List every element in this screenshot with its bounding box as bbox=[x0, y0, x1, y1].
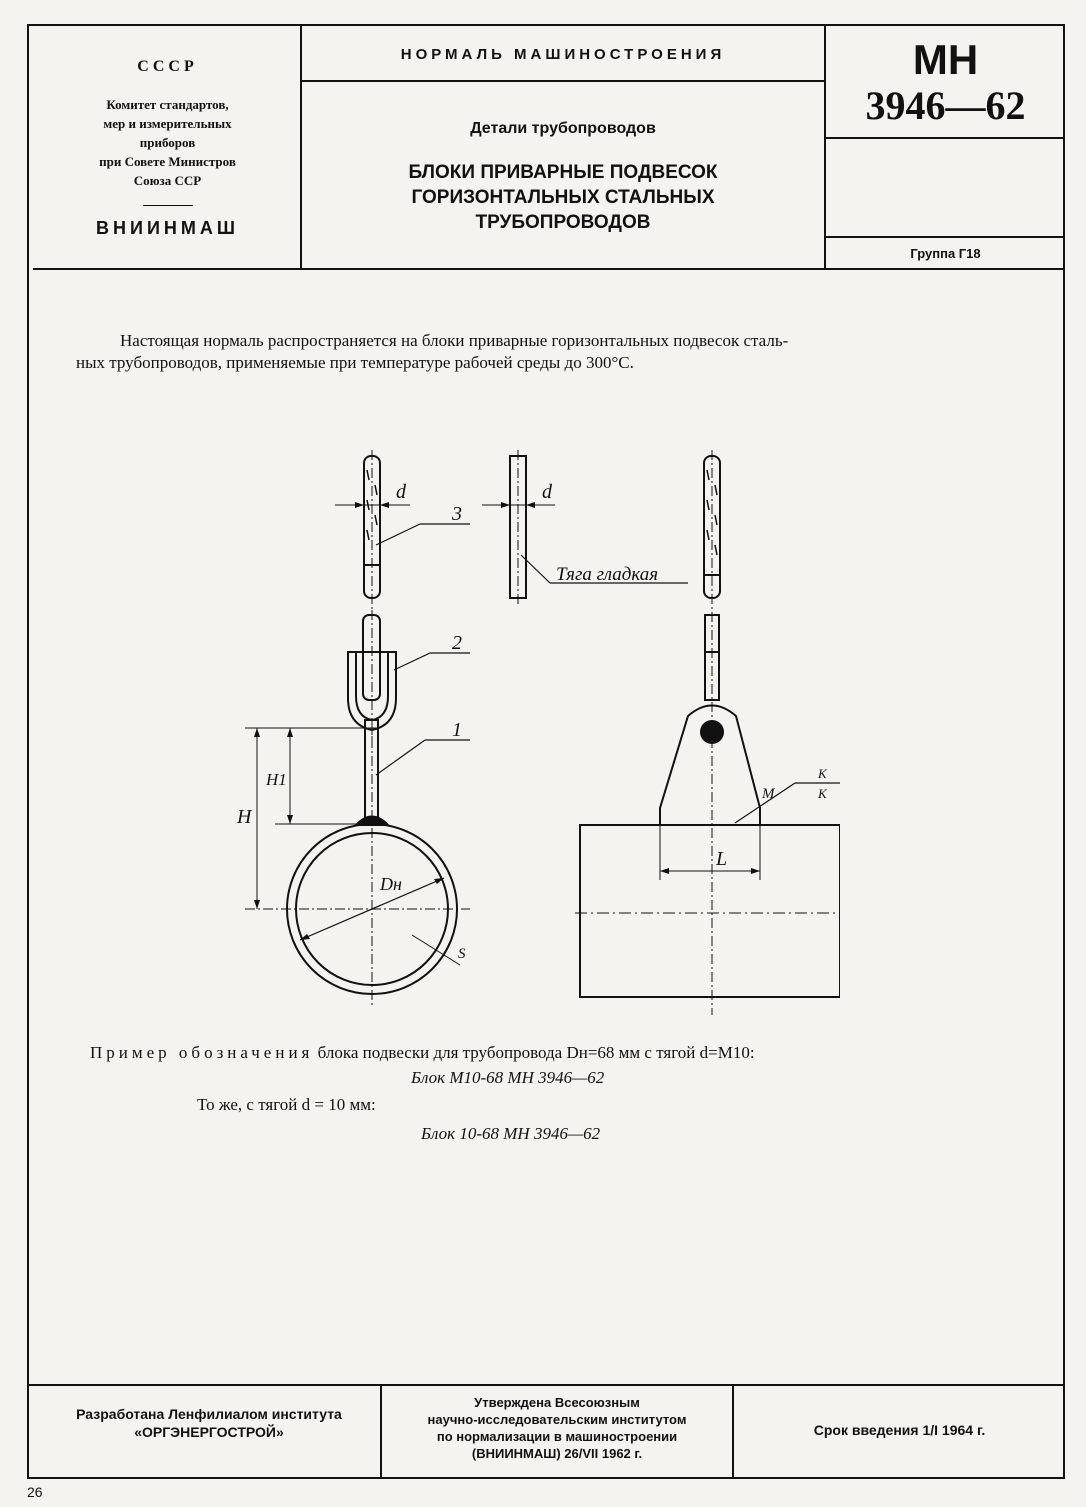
example-line4: Блок 10-68 МН 3946—62 bbox=[421, 1124, 601, 1143]
page-number: 26 bbox=[27, 1484, 43, 1500]
example-line2: Блок М10-68 МН 3946—62 bbox=[411, 1068, 605, 1087]
example-prefix: Пример обозначения bbox=[90, 1043, 314, 1062]
code-number: 3946—62 bbox=[865, 83, 1026, 128]
label-H: H bbox=[237, 806, 252, 828]
label-rod: Тяга гладкая bbox=[556, 564, 659, 585]
footer-top-line bbox=[27, 1384, 1065, 1386]
label-K-top: K bbox=[818, 766, 827, 781]
label-d-left: d bbox=[396, 481, 406, 503]
committee-line: Союза ССР bbox=[133, 173, 202, 188]
series-label: НОРМАЛЬ МАШИНОСТРОЕНИЯ bbox=[400, 46, 726, 63]
example-rest: блока подвески для трубопровода Dн=68 мм с тягой d=М10: bbox=[317, 1043, 755, 1062]
approved-line: по нормализации в машиностроении bbox=[436, 1429, 678, 1444]
approved-line: научно-исследовательским институтом bbox=[427, 1412, 687, 1427]
document-title bbox=[302, 160, 824, 235]
committee-line: Комитет стандартов, bbox=[106, 97, 229, 112]
title-line: БЛОКИ ПРИВАРНЫЕ ПОДВЕСОК bbox=[408, 162, 718, 183]
group-overline bbox=[826, 236, 1065, 238]
label-H1: H1 bbox=[266, 770, 287, 789]
committee-divider bbox=[143, 205, 193, 206]
label-M: M bbox=[762, 786, 775, 802]
example-line1 bbox=[90, 1043, 1050, 1063]
title-line: ГОРИЗОНТАЛЬНЫХ СТАЛЬНЫХ bbox=[411, 187, 715, 208]
approved-block bbox=[382, 1394, 732, 1462]
header-bottom-line bbox=[33, 268, 1065, 270]
developed-block bbox=[40, 1405, 378, 1441]
label-d-mid: d bbox=[542, 481, 552, 503]
effective-date: Срок введения 1/I 1964 г. bbox=[813, 1422, 986, 1438]
example-line3: То же, с тягой d = 10 мм: bbox=[197, 1095, 376, 1114]
org-label: ВНИИНМАШ bbox=[96, 218, 239, 238]
title-line: ТРУБОПРОВОДОВ bbox=[475, 212, 651, 233]
label-3: 3 bbox=[452, 503, 462, 525]
committee-line: приборов bbox=[139, 135, 196, 150]
series-underline bbox=[302, 80, 824, 82]
committee-block bbox=[40, 95, 295, 190]
intro-text bbox=[76, 330, 1036, 374]
label-2: 2 bbox=[452, 632, 462, 654]
code-underline bbox=[826, 137, 1065, 139]
country-label: СССР bbox=[137, 58, 198, 75]
label-Dn: Dн bbox=[380, 874, 402, 894]
approved-line: Утверждена Всесоюзным bbox=[474, 1395, 640, 1410]
label-L: L bbox=[716, 848, 728, 870]
approved-line: (ВНИИНМАШ) 26/VII 1962 г. bbox=[471, 1446, 643, 1461]
label-S: S bbox=[458, 946, 466, 962]
label-K-bottom: K bbox=[818, 786, 827, 801]
group-label: Группа Г18 bbox=[910, 246, 981, 261]
intro-line: Настоящая нормаль распространяется на блоки приварные горизонтальных подвесок сталь- bbox=[120, 331, 789, 350]
subject-label: Детали трубопроводов bbox=[470, 120, 656, 137]
code-top: МН bbox=[912, 36, 979, 83]
intro-line: ных трубопроводов, применяемые при температуре рабочей среды до 300°С. bbox=[76, 353, 634, 372]
developed-org: «ОРГЭНЕРГОСТРОЙ» bbox=[134, 1424, 284, 1440]
committee-line: при Совете Министров bbox=[99, 154, 236, 169]
label-1: 1 bbox=[452, 719, 462, 741]
committee-line: мер и измерительных bbox=[103, 116, 232, 131]
hanger-block-drawing bbox=[230, 440, 840, 1015]
developed-line: Разработана Ленфилиалом института bbox=[76, 1406, 342, 1422]
